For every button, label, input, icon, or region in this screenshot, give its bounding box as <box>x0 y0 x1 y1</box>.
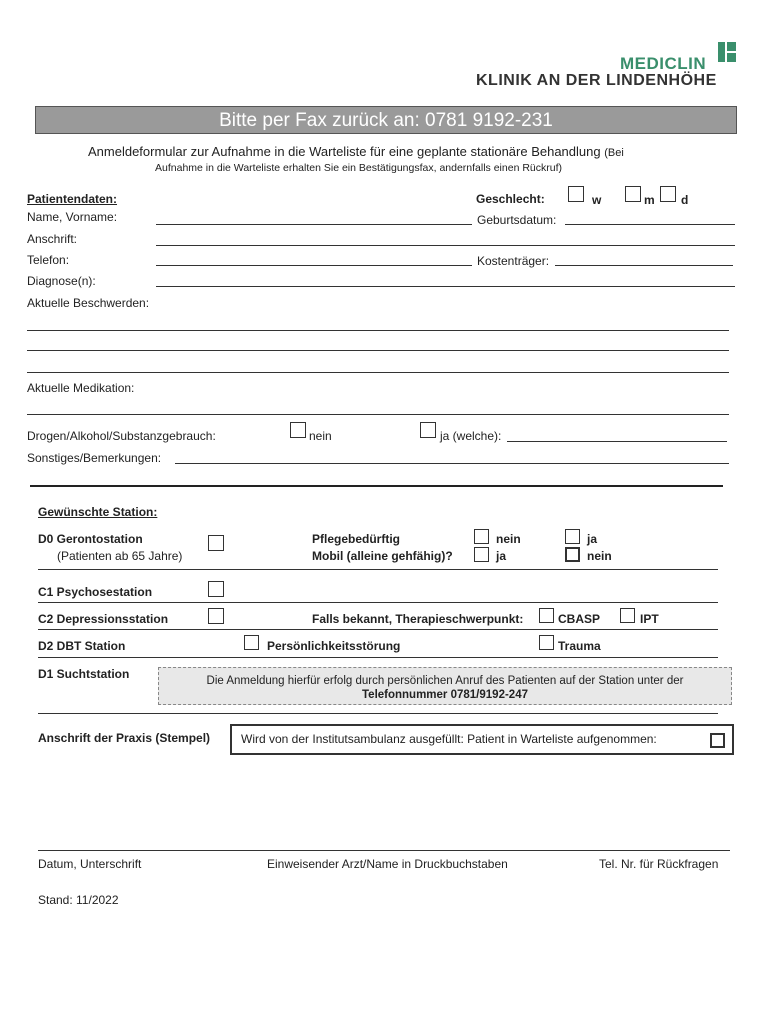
logo-clinic: KLINIK AN DER LINDENHÖHE <box>476 72 717 89</box>
drugs-yes-checkbox[interactable] <box>420 422 436 438</box>
address-label: Anschrift: <box>27 232 78 246</box>
c2-label: C2 Depressionsstation <box>38 612 169 626</box>
mobile-no-label: nein <box>587 549 612 563</box>
phone-label: Telefon: <box>27 253 70 267</box>
d1-notice-line-2: Telefonnummer 0781/9192-247 <box>362 689 528 701</box>
medication-field[interactable] <box>27 414 729 415</box>
station-heading: Gewünschte Station: <box>38 505 158 519</box>
phone-field[interactable] <box>156 265 472 266</box>
d2-personality-label: Persönlichkeitsstörung <box>267 639 401 653</box>
section-divider <box>30 485 723 487</box>
callback-phone-label: Tel. Nr. für Rückfragen <box>599 857 719 871</box>
d2-trauma-label: Trauma <box>558 639 601 653</box>
birthdate-label: Geburtsdatum: <box>477 213 557 227</box>
drugs-which-field[interactable] <box>507 441 727 442</box>
focus-label: Falls bekannt, Therapieschwerpunkt: <box>312 612 524 626</box>
c1-label: C1 Psychosestation <box>38 585 153 599</box>
birthdate-field[interactable] <box>565 224 735 225</box>
gender-w-checkbox[interactable] <box>568 186 584 202</box>
gender-d-checkbox[interactable] <box>660 186 676 202</box>
complaints-field-3[interactable] <box>27 372 729 373</box>
divider-d0 <box>38 569 718 570</box>
complaints-field-1[interactable] <box>27 330 729 331</box>
complaints-field-2[interactable] <box>27 350 729 351</box>
care-no-checkbox[interactable] <box>474 529 489 544</box>
care-yes-label: ja <box>587 532 598 546</box>
care-no-label: nein <box>496 532 521 546</box>
intro-line-1 <box>88 144 624 159</box>
d1-notice <box>158 667 732 705</box>
d2-label: D2 DBT Station <box>38 639 126 653</box>
medication-label: Aktuelle Medikation: <box>27 381 135 395</box>
logo-mark <box>718 42 736 62</box>
care-label: Pflegebedürftig <box>312 532 401 546</box>
complaints-label: Aktuelle Beschwerden: <box>27 296 150 310</box>
d0-checkbox[interactable] <box>208 535 224 551</box>
address-field[interactable] <box>156 245 735 246</box>
doctor-name-label: Einweisender Arzt/Name in Druckbuchstaben <box>267 857 508 871</box>
mobile-label: Mobil (alleine gehfähig)? <box>312 549 453 563</box>
divider-d1 <box>38 713 718 714</box>
practice-address-label: Anschrift der Praxis (Stempel) <box>38 731 211 745</box>
cbasp-checkbox[interactable] <box>539 608 554 623</box>
diagnosis-label: Diagnose(n): <box>27 274 96 288</box>
payer-label: Kostenträger: <box>477 254 550 268</box>
d1-notice-line-1: Die Anmeldung hierfür erfolg durch persönlichen Anruf des Patienten auf der Station unter der <box>206 675 684 687</box>
intro-line-2: Aufnahme in die Warteliste erhalten Sie ein Bestätigungsfax, andernfalls einen Rückruf) <box>155 162 563 174</box>
care-yes-checkbox[interactable] <box>565 529 580 544</box>
patient-heading: Patientendaten: <box>27 192 118 206</box>
signature-line <box>38 850 730 851</box>
d2-personality-checkbox[interactable] <box>244 635 259 650</box>
institute-box <box>230 724 734 755</box>
mobile-yes-label: ja <box>496 549 507 563</box>
ipt-label: IPT <box>640 612 659 626</box>
date-signature-label: Datum, Unterschrift <box>38 857 142 871</box>
d0-sub: (Patienten ab 65 Jahre) <box>57 549 183 563</box>
d1-label: D1 Suchtstation <box>38 667 130 681</box>
version-stamp: Stand: 11/2022 <box>38 893 119 907</box>
ipt-checkbox[interactable] <box>620 608 635 623</box>
c1-checkbox[interactable] <box>208 581 224 597</box>
payer-field[interactable] <box>555 265 733 266</box>
intro-line-1-text: Anmeldeformular zur Aufnahme in die Warteliste für eine geplante stationäre Behandlung <box>88 144 601 159</box>
gender-w-label: w <box>592 193 602 207</box>
divider-c1 <box>38 602 718 603</box>
drugs-no-checkbox[interactable] <box>290 422 306 438</box>
institute-checkbox[interactable] <box>710 733 725 748</box>
remarks-field[interactable] <box>175 463 729 464</box>
diagnosis-field[interactable] <box>156 286 735 287</box>
d2-trauma-checkbox[interactable] <box>539 635 554 650</box>
gender-d-label: d <box>681 193 689 207</box>
mobile-yes-checkbox[interactable] <box>474 547 489 562</box>
drugs-yes-label: ja (welche): <box>440 429 502 443</box>
institute-note: Wird von der Institutsambulanz ausgefüllt: Patient in Warteliste aufgenommen: <box>241 732 657 746</box>
mobile-no-checkbox[interactable] <box>565 547 580 562</box>
gender-m-checkbox[interactable] <box>625 186 641 202</box>
remarks-label: Sonstiges/Bemerkungen: <box>27 451 162 465</box>
divider-c2 <box>38 629 718 630</box>
name-field[interactable] <box>156 224 472 225</box>
gender-label: Geschlecht: <box>476 192 545 206</box>
fax-banner: Bitte per Fax zurück an: 0781 9192-231 <box>35 106 737 134</box>
name-label: Name, Vorname: <box>27 210 118 224</box>
divider-d2 <box>38 657 718 658</box>
cbasp-label: CBASP <box>558 612 601 626</box>
drugs-no-label: nein <box>309 429 332 443</box>
c2-checkbox[interactable] <box>208 608 224 624</box>
logo-brand: MEDICLIN <box>620 54 707 73</box>
drugs-label: Drogen/Alkohol/Substanzgebrauch: <box>27 429 216 443</box>
gender-m-label: m <box>644 193 655 207</box>
d0-label: D0 Gerontostation <box>38 532 143 546</box>
intro-line-1-small: (Bei <box>604 147 624 159</box>
